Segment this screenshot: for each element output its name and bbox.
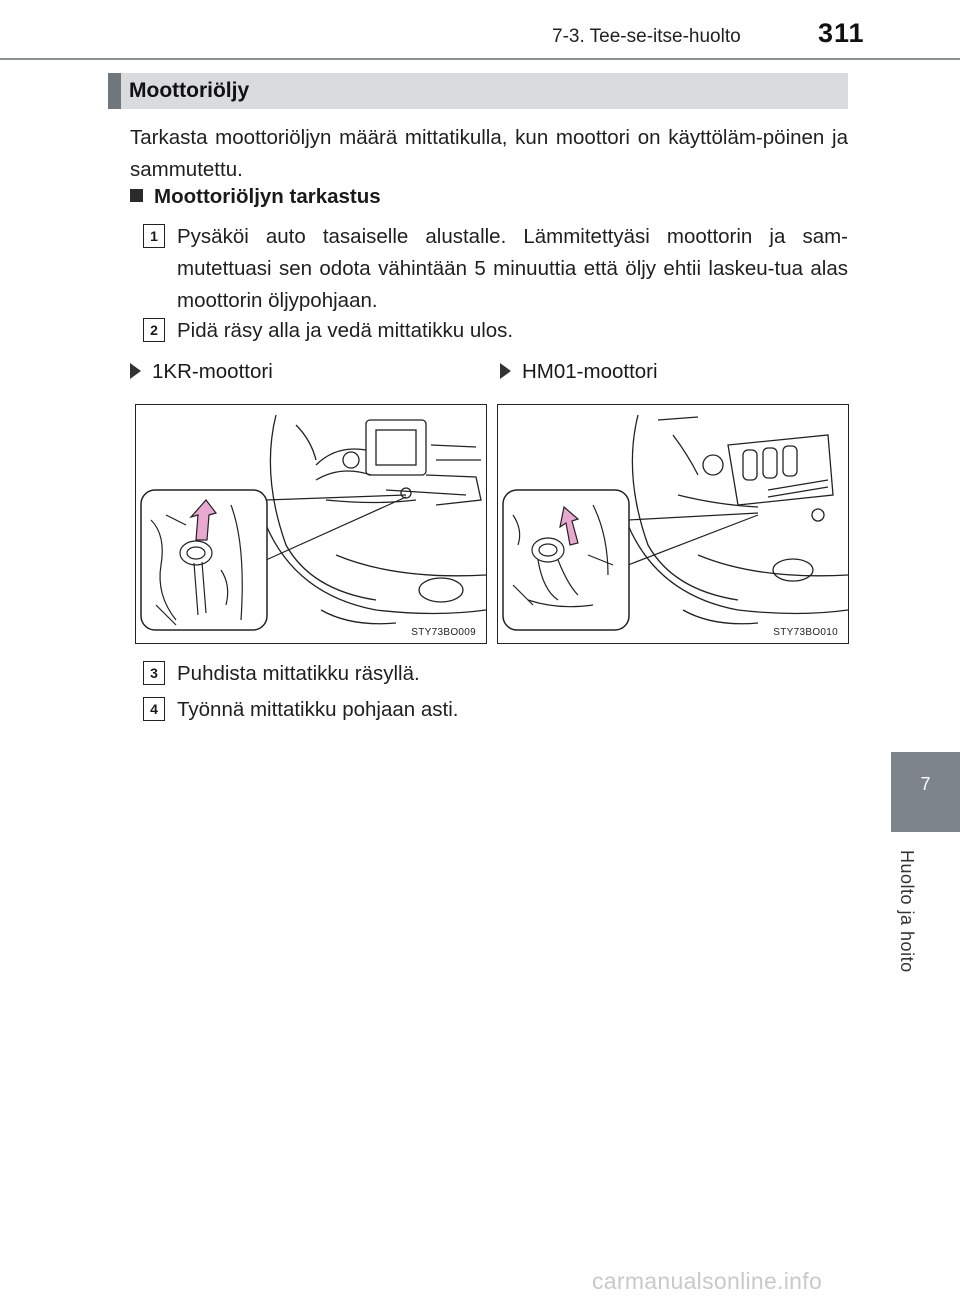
- square-bullet-icon: [130, 189, 143, 202]
- step-text-4: Työnnä mittatikku pohjaan asti.: [177, 698, 459, 721]
- chapter-tab: [891, 752, 960, 832]
- chapter-label: [896, 850, 920, 980]
- step-text-1: Pysäköi auto tasaiselle alustalle. Lämmitettyäsi moottorin ja sam-mutettuasi sen odota vähintään 5 minuuttia että öljy ehtii laskeu-tua alas moottorin öljypohjaan.: [177, 225, 848, 312]
- section-title-box: [108, 73, 848, 109]
- header-divider: [0, 58, 960, 60]
- figure-hm01-engine: [497, 404, 849, 644]
- engine-illustration-hm01: [498, 405, 848, 643]
- step-number-1: 1: [143, 224, 165, 248]
- step-text-3: Puhdista mittatikku räsyllä.: [177, 662, 420, 685]
- step-number-4: 4: [143, 697, 165, 721]
- step-text-2: Pidä räsy alla ja vedä mittatikku ulos.: [177, 319, 514, 342]
- triangle-bullet-icon: [500, 363, 511, 379]
- figure-label-1kr: 1KR-moottori: [130, 360, 273, 384]
- section-title-bar: [108, 73, 121, 109]
- step-number-3: 3: [143, 661, 165, 685]
- intro-paragraph: Tarkasta moottoriöljyn määrä mittatikulla, kun moottori on käyttöläm-pöinen ja sammutettu.: [130, 126, 848, 181]
- figure-id: STY73BO009: [411, 627, 476, 638]
- chapter-number: 7: [920, 774, 931, 794]
- subheading-text: Moottoriöljyn tarkastus: [154, 185, 381, 208]
- triangle-bullet-icon: [130, 363, 141, 379]
- figure-1kr-engine: [135, 404, 487, 644]
- chapter-label-text: Huolto ja hoito: [897, 850, 917, 973]
- section-title: Moottoriöljy: [129, 79, 250, 102]
- step-number-2: 2: [143, 318, 165, 342]
- page-number: 311: [818, 18, 865, 48]
- running-header-section: 7-3. Tee-se-itse-huolto: [552, 26, 741, 47]
- figure-label-hm01: HM01-moottori: [500, 360, 658, 384]
- engine-illustration-1kr: [136, 405, 486, 643]
- subheading: [130, 185, 381, 209]
- figure-id: STY73BO010: [773, 627, 838, 638]
- watermark: carmanualsonline.info: [592, 1268, 823, 1294]
